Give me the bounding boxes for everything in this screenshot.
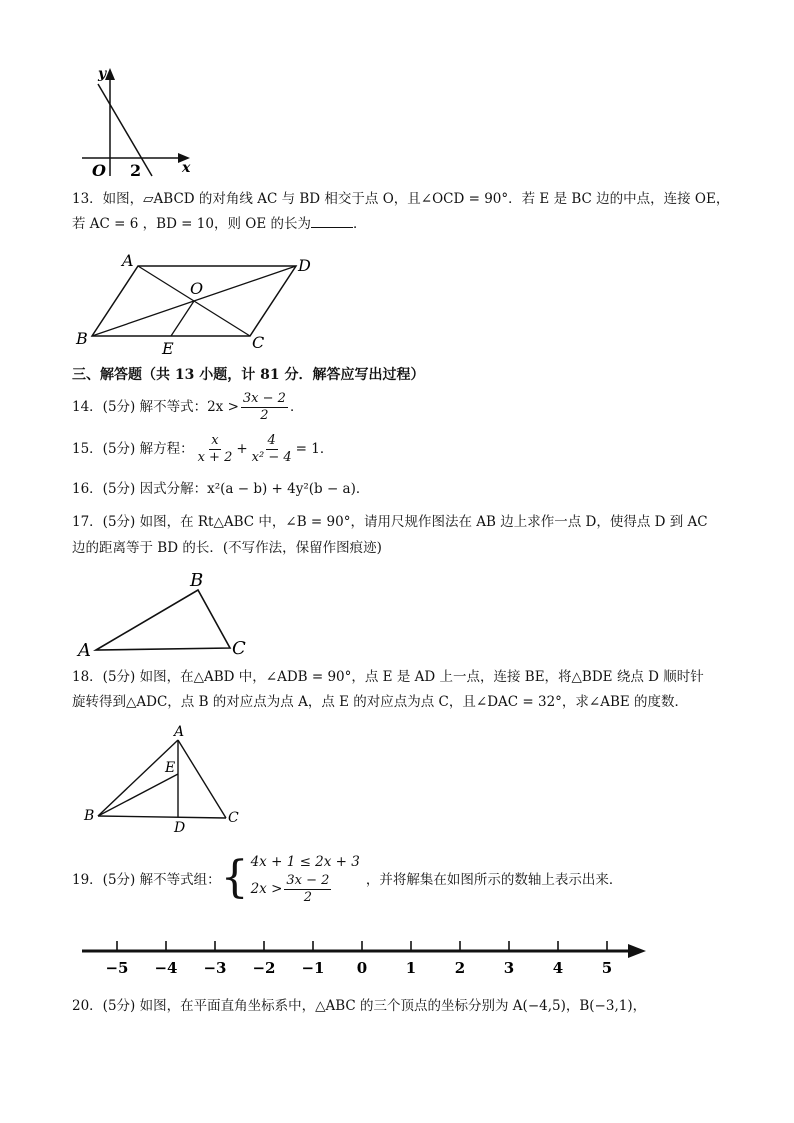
rotation-triangle-figure (80, 722, 250, 838)
segment-be (98, 774, 178, 816)
y-label: y (98, 66, 107, 82)
number-line-tick-label: −1 (301, 959, 325, 977)
q19-ineq2-left: 2x > (250, 881, 283, 897)
number-line-tick-label: 2 (454, 959, 466, 977)
segment-oe (171, 301, 194, 336)
number-line-tick-label: 4 (552, 959, 564, 977)
number-line (80, 934, 650, 980)
q13-answer-blank[interactable] (311, 214, 353, 228)
number-line-tick-label: 3 (503, 959, 515, 977)
linear-graph-figure (78, 64, 198, 180)
section-3-title: 三、解答题（共 13 小题，计 81 分．解答应写出过程） (72, 367, 425, 383)
number-line-tick-label: 0 (356, 959, 368, 977)
q19-inequality-1: 4x + 1 ≤ 2x + 3 (250, 853, 360, 870)
number-line-arrow-icon (628, 944, 646, 958)
q19-denominator: 2 (303, 889, 313, 905)
origin-label: O (92, 161, 106, 180)
function-line (98, 84, 152, 176)
q15-fraction-1 (196, 433, 235, 466)
q14-suffix: ． (289, 399, 304, 415)
label-d: D (174, 820, 186, 836)
number-line-tick-label: 5 (601, 959, 613, 977)
label-a: A (78, 640, 91, 661)
q15-f1-numerator: x (211, 433, 219, 448)
q14-prefix: 14．(5分) 解不等式：2x > (72, 399, 239, 415)
q15-f2-denominator: x² − 4 (251, 450, 292, 465)
q15 (72, 432, 333, 466)
right-triangle-figure (74, 566, 264, 662)
q17-line2: 边的距离等于 BD 的长．(不写作法，保留作图痕迹) (72, 540, 382, 556)
label-e: E (165, 760, 176, 776)
number-line-tick-label: −5 (105, 959, 129, 977)
y-axis-arrow-icon (105, 68, 115, 80)
triangle-abc (96, 590, 230, 650)
label-e: E (162, 339, 174, 358)
label-b: B (190, 570, 204, 591)
label-d: D (298, 256, 311, 275)
side-bc (98, 816, 226, 818)
x-label: x (182, 160, 191, 176)
number-line-tick-label: −4 (154, 959, 178, 977)
label-a: A (122, 251, 134, 270)
q17-line1: 17．(5分) 如图，在 Rt△ABC 中，∠B = 90°，请用尺规作图法在 AB 边上求作一点 D，使得点 D 到 AC (72, 514, 708, 530)
q18-line1: 18．(5分) 如图，在△ABD 中，∠ADB = 90°，点 E 是 AD 上一点，连接 BE，将△BDE 绕点 D 顺时针 (72, 669, 704, 685)
q15-plus: + (236, 441, 248, 457)
q20: 20．(5分) 如图，在平面直角坐标系中，△ABC 的三个顶点的坐标分别为 A(−4,5)，B(−3,1)， (72, 998, 647, 1014)
q18-line2: 旋转得到△ADC，点 B 的对应点为点 A，点 E 的对应点为点 C，且∠DAC = 32°，求∠ABE 的度数． (72, 694, 689, 710)
q19-suffix: ，并将解集在如图所示的数轴上表示出来． (365, 872, 623, 888)
q15-f2-numerator: 4 (267, 433, 276, 448)
q13-line2 (72, 214, 366, 234)
q16: 16．(5分) 因式分解：x²(a − b) + 4y²(b − a)． (72, 481, 370, 497)
side-ac (178, 740, 226, 818)
label-c: C (252, 333, 265, 352)
q19-system (251, 851, 360, 906)
label-b: B (76, 329, 88, 348)
number-line-ticks (105, 941, 612, 977)
number-line-tick-label: −2 (252, 959, 276, 977)
q19-numerator: 3x − 2 (286, 872, 330, 888)
system-brace-icon: { (220, 852, 249, 903)
q14-fraction (241, 391, 288, 424)
side-ab (98, 740, 178, 816)
tick-label-2: 2 (130, 161, 142, 180)
q19-fraction (284, 873, 331, 906)
parallelogram-figure (70, 250, 320, 358)
q19-inequality-2 (251, 873, 360, 906)
label-c: C (228, 810, 239, 826)
q14-denominator: 2 (260, 408, 269, 423)
label-b: B (84, 808, 95, 824)
number-line-tick-label: 1 (405, 959, 417, 977)
label-a: A (174, 724, 185, 740)
label-o: O (190, 279, 204, 298)
q15-prefix: 15．(5分) 解方程： (72, 441, 194, 457)
q14 (72, 390, 303, 424)
q15-f1-denominator: x + 2 (197, 450, 233, 465)
q19-prefix: 19．(5分) 解不等式组： (72, 872, 221, 888)
number-line-tick-label: −3 (203, 959, 227, 977)
q15-fraction-2 (250, 433, 294, 466)
q13-line2-text: 若 AC = 6 ，BD = 10，则 OE 的长为 (72, 216, 311, 232)
q14-numerator: 3x − 2 (242, 391, 286, 406)
q13-line1: 13．如图，▱ABCD 的对角线 AC 与 BD 相交于点 O，且∠OCD = 90°．若 E 是 BC 边的中点，连接 OE， (72, 191, 730, 207)
q19 (72, 844, 622, 912)
q15-suffix: = 1． (295, 441, 334, 457)
q13-line2-end: ． (352, 216, 367, 232)
label-c: C (232, 638, 246, 659)
